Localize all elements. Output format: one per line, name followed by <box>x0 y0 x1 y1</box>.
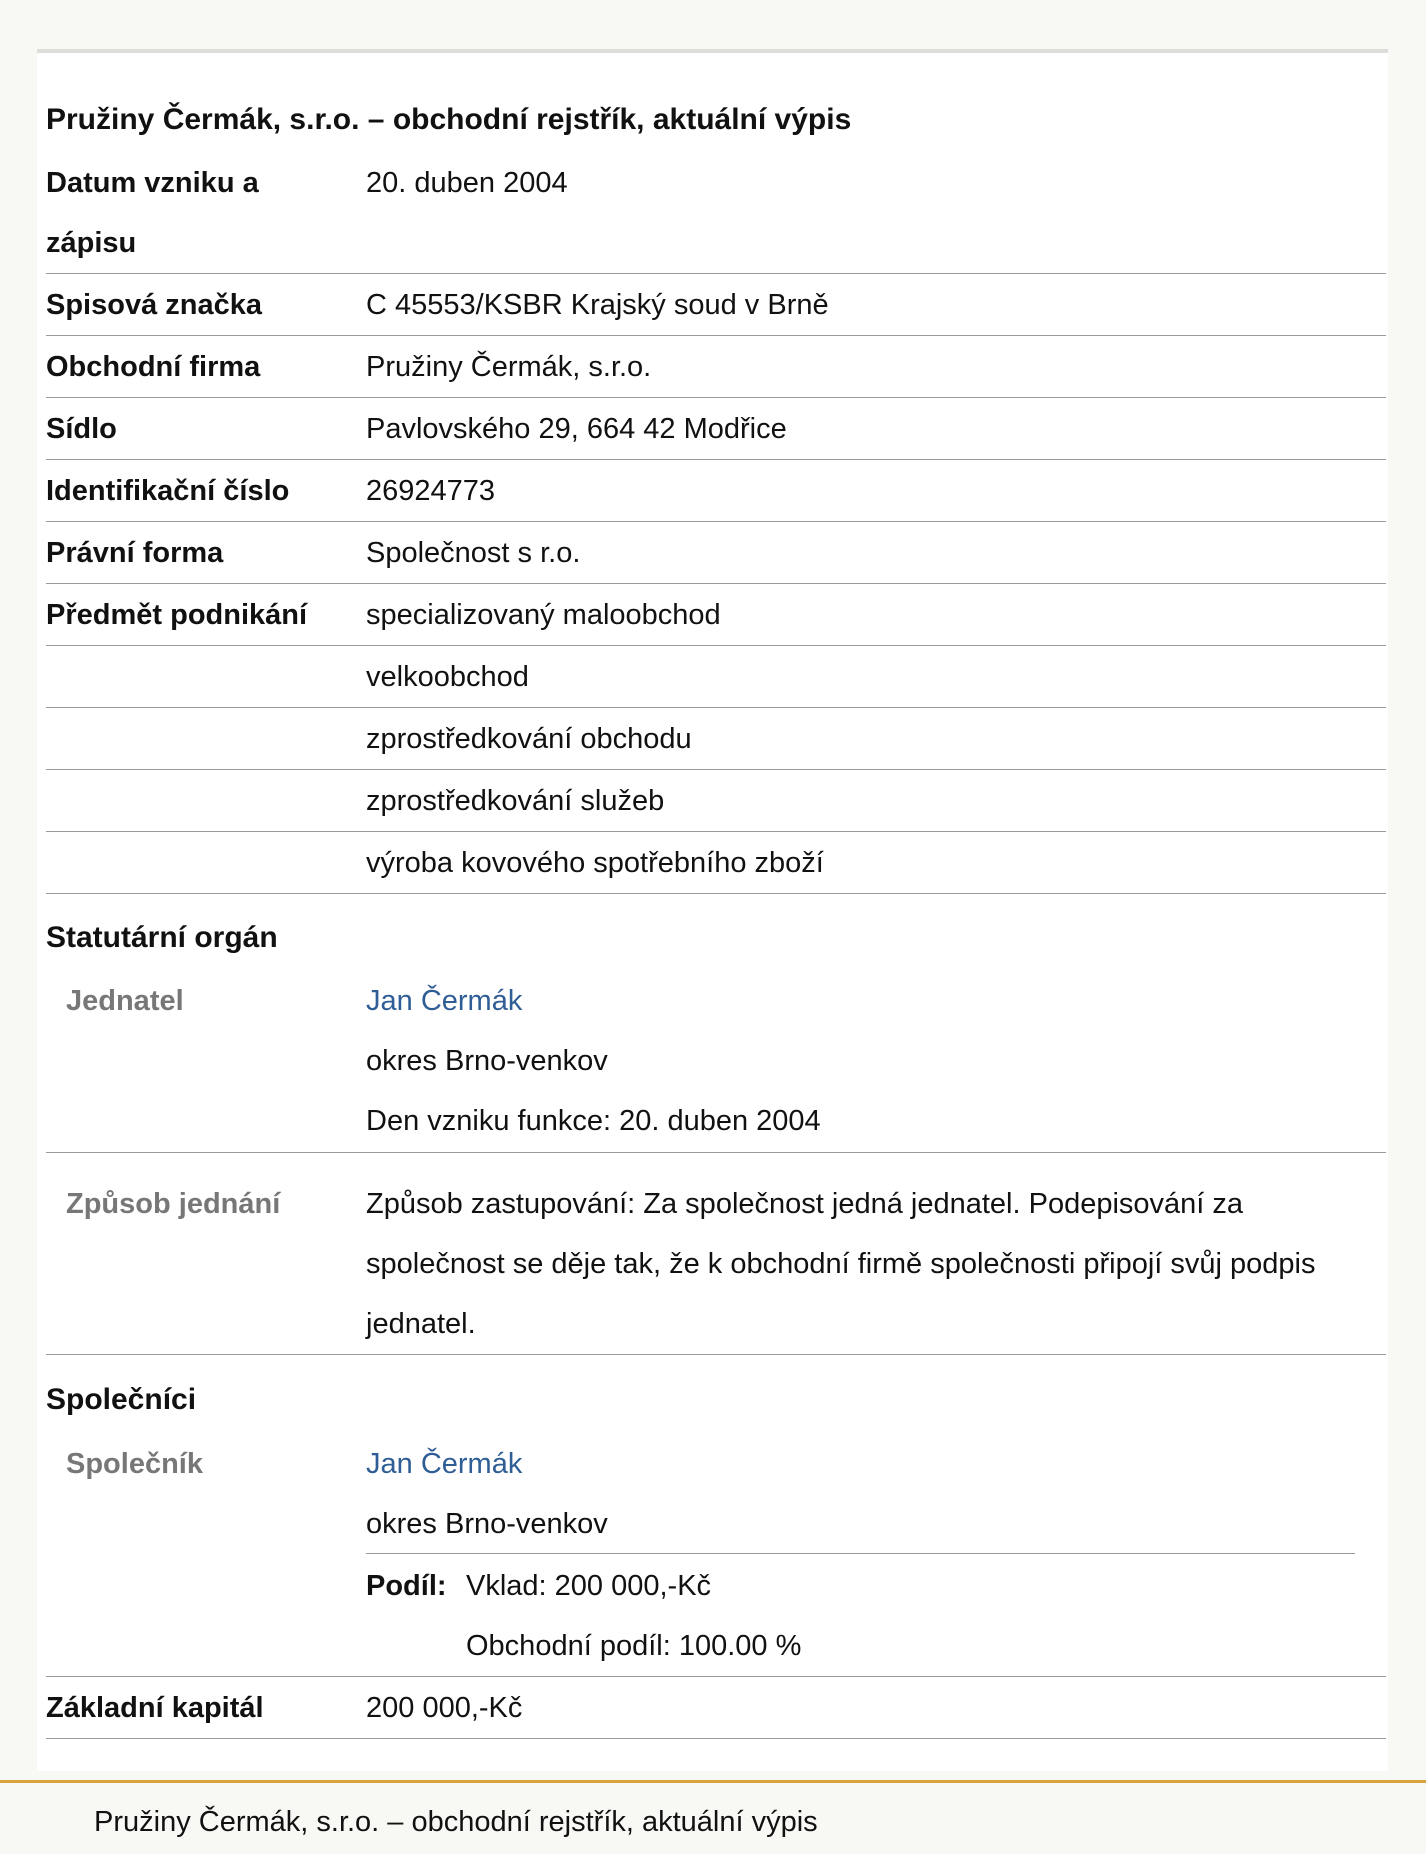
value-datum-vzniku: 20. duben 2004 <box>366 167 568 199</box>
label-pravni-forma: Právní forma <box>46 537 224 569</box>
predmet-item: zprostředkování obchodu <box>366 723 692 755</box>
jednatel-district: okres Brno-venkov <box>366 1045 608 1077</box>
row-divider <box>46 707 1386 708</box>
row-divider <box>46 521 1386 522</box>
value-pravni-forma: Společnost s r.o. <box>366 537 581 569</box>
label-podil: Podíl: <box>366 1570 447 1602</box>
label-zakladni-kapital: Základní kapitál <box>46 1692 264 1724</box>
section-heading-spolecnici: Společníci <box>46 1383 197 1416</box>
row-divider <box>46 645 1386 646</box>
predmet-item: specializovaný maloobchod <box>366 599 721 631</box>
podil-obchodni-podil: Obchodní podíl: 100.00 % <box>466 1630 802 1662</box>
row-divider <box>46 1354 1386 1355</box>
podil-vklad: Vklad: 200 000,-Kč <box>466 1570 712 1602</box>
predmet-item: zprostředkování služeb <box>366 785 665 817</box>
zpusob-jednani-text: Způsob zastupování: Za společnost jedná jednatel. Podepisování za společnost se děje tak, že k obchodní firmě společnosti připojí svůj podpis jednatel. <box>366 1188 1316 1340</box>
row-divider <box>46 1152 1386 1153</box>
footer-divider <box>0 1780 1426 1783</box>
label-identifikacni-cislo: Identifikační číslo <box>46 475 290 507</box>
row-divider <box>46 397 1386 398</box>
label-spisova-znacka: Spisová značka <box>46 289 262 321</box>
label-spolecnik: Společník <box>66 1448 203 1480</box>
predmet-item: velkoobchod <box>366 661 529 693</box>
label-jednatel: Jednatel <box>66 985 184 1017</box>
footer-caption: Pružiny Čermák, s.r.o. – obchodní rejstřík, aktuální výpis <box>94 1806 818 1838</box>
row-divider <box>46 1676 1386 1677</box>
value-spisova-znacka: C 45553/KSBR Krajský soud v Brně <box>366 289 829 321</box>
page-title: Pružiny Čermák, s.r.o. – obchodní rejstřík, aktuální výpis <box>46 103 852 136</box>
section-heading-statutarni-organ: Statutární orgán <box>46 921 278 954</box>
label-sidlo: Sídlo <box>46 413 117 445</box>
row-divider <box>46 1738 1386 1739</box>
label-zpusob-jednani: Způsob jednání <box>66 1188 281 1220</box>
label-predmet-podnikani: Předmět podnikání <box>46 599 308 631</box>
podil-divider <box>366 1553 1355 1554</box>
label-datum-vzniku: Datum vzniku a zápisu <box>46 167 259 259</box>
predmet-item: výroba kovového spotřebního zboží <box>366 847 824 879</box>
value-obchodni-firma: Pružiny Čermák, s.r.o. <box>366 351 652 383</box>
jednatel-since: Den vzniku funkce: 20. duben 2004 <box>366 1105 821 1137</box>
row-divider <box>46 273 1386 274</box>
value-identifikacni-cislo: 26924773 <box>366 475 496 507</box>
row-divider <box>46 893 1386 894</box>
value-sidlo: Pavlovského 29, 664 42 Modřice <box>366 413 787 445</box>
spolecnik-name-link[interactable]: Jan Čermák <box>366 1448 523 1480</box>
row-divider <box>46 769 1386 770</box>
value-zakladni-kapital: 200 000,-Kč <box>366 1692 523 1724</box>
spolecnik-district: okres Brno-venkov <box>366 1508 608 1540</box>
row-divider <box>46 831 1386 832</box>
jednatel-name-link[interactable]: Jan Čermák <box>366 985 523 1017</box>
row-divider <box>46 583 1386 584</box>
label-obchodni-firma: Obchodní firma <box>46 351 261 383</box>
row-divider <box>46 335 1386 336</box>
row-divider <box>46 459 1386 460</box>
